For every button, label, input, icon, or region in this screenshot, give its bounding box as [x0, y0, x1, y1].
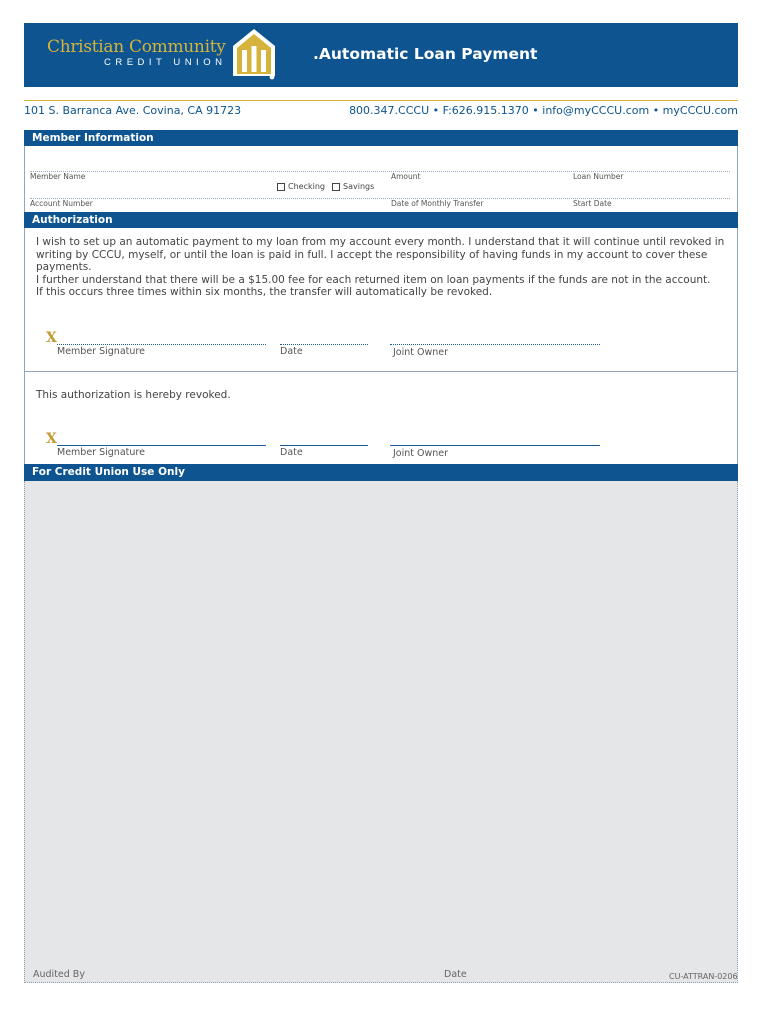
member-signature-label: Member Signature [57, 346, 145, 357]
contact-text: 800.347.CCCU • F:626.915.1370 • info@myCCCU.com • myCCCU.com [349, 104, 738, 117]
revocation-signature-line[interactable] [57, 445, 266, 446]
amount-label: Amount [391, 172, 421, 181]
loan-number-label: Loan Number [573, 172, 624, 181]
joint-owner-label: Joint Owner [393, 347, 449, 358]
revocation-text: This authorization is hereby revoked. [36, 389, 231, 401]
account-number-label: Account Number [30, 199, 93, 208]
revocation-date-line[interactable] [280, 445, 368, 446]
authorization-text [36, 236, 726, 299]
start-date-label: Start Date [573, 199, 612, 208]
member-name-label: Member Name [30, 172, 86, 181]
authorization-line-5: If this occurs three times within six months, the transfer will automatically be revoked. [36, 286, 493, 299]
checking-checkbox[interactable] [277, 183, 285, 191]
authorization-line-3: payments. [36, 261, 92, 274]
header-divider [24, 100, 738, 101]
revocation-date-label: Date [280, 447, 303, 458]
savings-label: Savings [343, 182, 375, 191]
authorization-line-2: writing by CCCU, myself, or until the loan is paid in full. I accept the responsibility of having funds in my account to cover these [36, 248, 708, 261]
checking-option[interactable] [277, 182, 325, 191]
date-transfer-label: Date of Monthly Transfer [391, 199, 484, 208]
frame-right [737, 146, 738, 212]
logo-subtitle: CREDIT UNION [104, 57, 227, 68]
checking-label: Checking [288, 182, 325, 191]
member-name-line[interactable] [30, 171, 730, 172]
revocation-x-mark: X [46, 431, 57, 447]
revocation-joint-owner-line[interactable] [390, 445, 600, 446]
revocation-signature-label: Member Signature [57, 447, 145, 458]
signature-date-line[interactable] [280, 344, 368, 345]
signature-x-mark: X [46, 330, 57, 346]
church-logo-icon [229, 26, 279, 82]
authorization-heading: Authorization [24, 212, 738, 228]
revocation-joint-owner-label: Joint Owner [393, 448, 449, 459]
frame-left-auth [24, 228, 25, 464]
credit-union-use-heading: For Credit Union Use Only [24, 464, 738, 481]
logo-name: Christian Community [47, 37, 226, 57]
account-number-line[interactable] [30, 198, 730, 199]
credit-union-use-area [24, 481, 738, 983]
revocation-divider [24, 371, 738, 372]
joint-owner-line[interactable] [390, 344, 600, 345]
form-code: CU-ATTRAN-0206 [669, 972, 738, 981]
form-title: .Automatic Loan Payment [313, 45, 538, 63]
frame-right-auth [737, 228, 738, 464]
audited-by-label: Audited By [33, 969, 85, 980]
member-signature-line[interactable] [57, 344, 266, 345]
signature-date-label: Date [280, 346, 303, 357]
authorization-line-1: I wish to set up an automatic payment to my loan from my account every month. I understand that it will continue until revoked in [36, 236, 725, 248]
member-information-heading: Member Information [24, 130, 738, 146]
frame-left [24, 146, 25, 212]
audit-date-label: Date [444, 969, 467, 980]
address-text: 101 S. Barranca Ave. Covina, CA 91723 [24, 104, 242, 117]
authorization-line-4: I further understand that there will be a $15.00 fee for each returned item on loan payments if the funds are not in the account. [36, 273, 711, 286]
savings-option[interactable] [332, 182, 374, 191]
savings-checkbox[interactable] [332, 183, 340, 191]
